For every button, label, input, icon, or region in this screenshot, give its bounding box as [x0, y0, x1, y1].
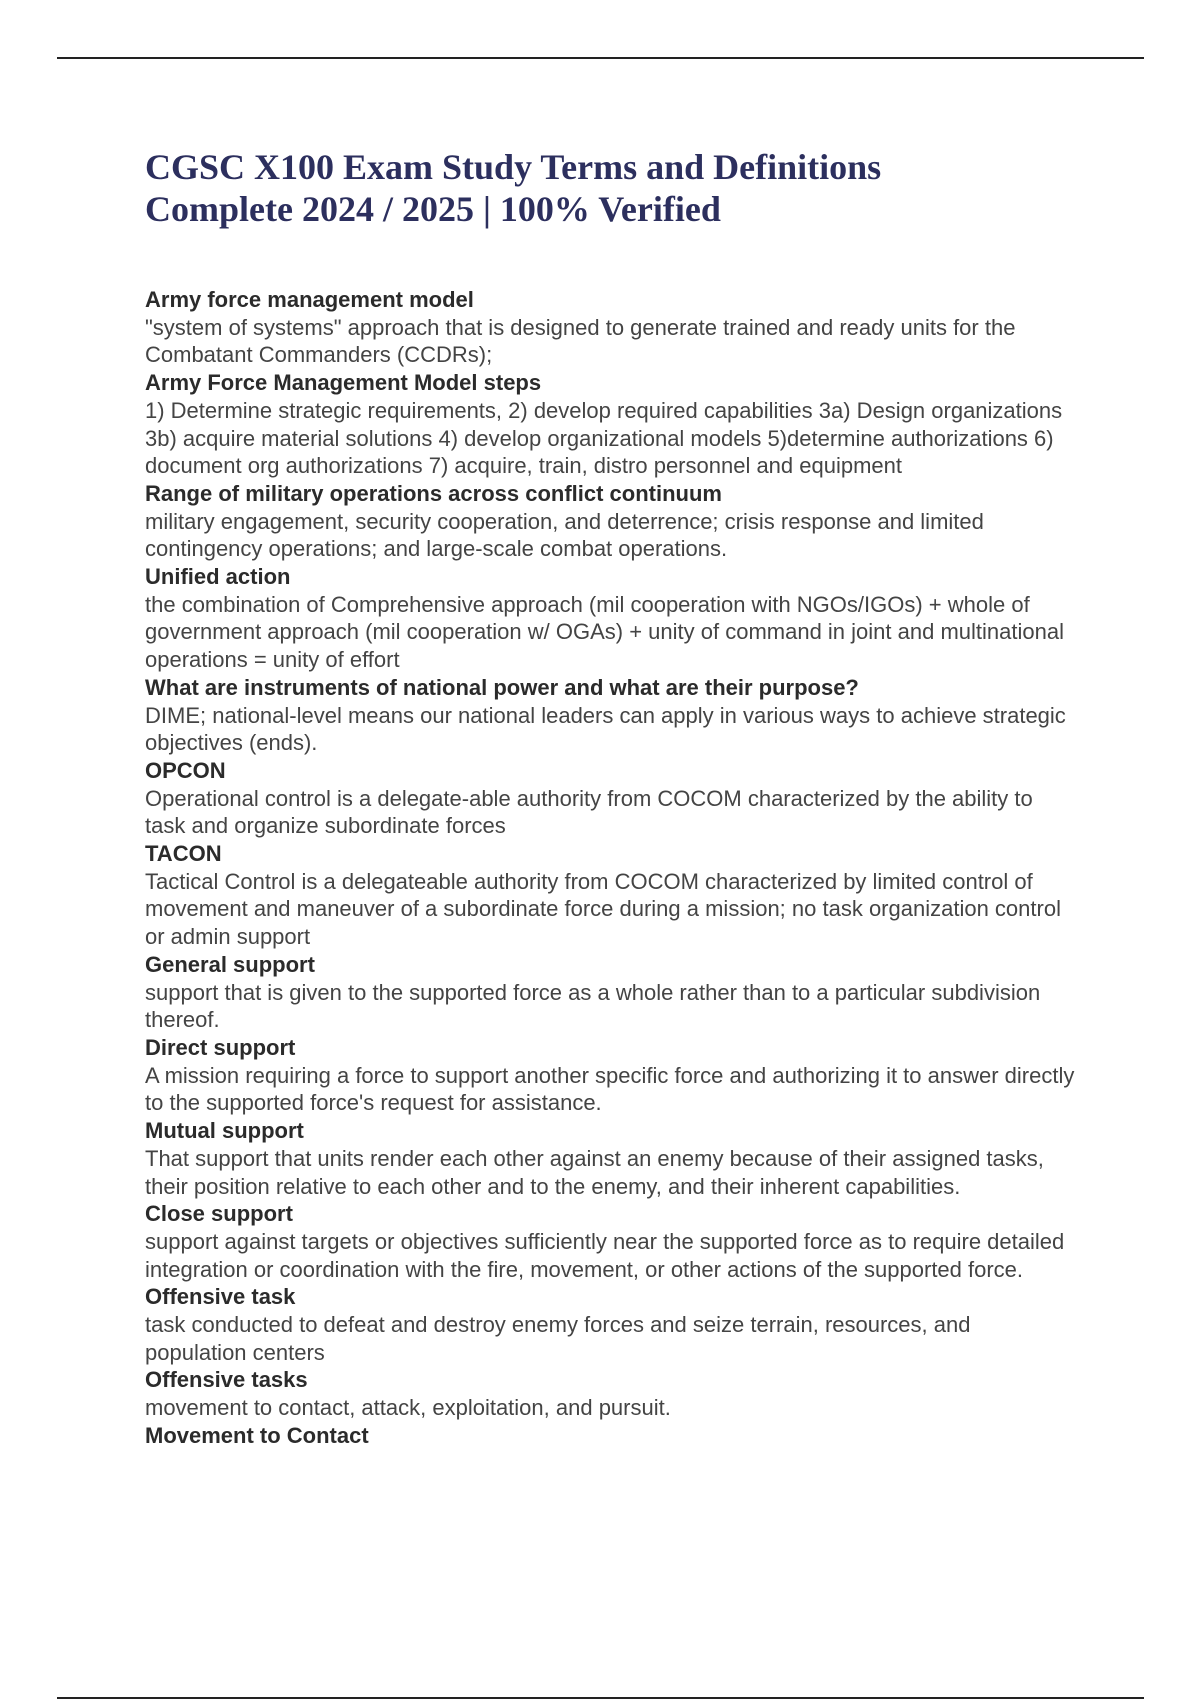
- term-definition: DIME; national-level means our national leaders can apply in various ways to achieve strategic objectives (ends).: [145, 702, 1066, 756]
- term-definition: support against targets or objectives sufficiently near the supported force as to require detailed integration or coordination with the fire, movement, or other actions of the supported force.: [145, 1228, 1065, 1282]
- term-entry-tacon: [145, 840, 1075, 951]
- terms-list: [145, 286, 1075, 1450]
- term-definition: A mission requiring a force to support another specific force and authorizing it to answer directly to the supported force's request for assistance.: [145, 1062, 1075, 1116]
- bottom-rule: [57, 1697, 1144, 1699]
- term-name: Range of military operations across conflict continuum: [145, 480, 722, 506]
- term-definition: That support that units render each other against an enemy because of their assigned tasks, their position relative to each other and to the enemy, and their inherent capabilities.: [145, 1145, 1044, 1199]
- term-definition: movement to contact, attack, exploitation, and pursuit.: [145, 1395, 671, 1421]
- term-entry-army-force-management-model: [145, 286, 1075, 369]
- term-definition: Tactical Control is a delegateable authority from COCOM characterized by limited control of movement and maneuver of a subordinate force during a mission; no task organization control or admin support: [145, 868, 1061, 950]
- term-entry-offensive-tasks: [145, 1366, 1075, 1421]
- term-entry-range-of-military-operations: [145, 480, 1075, 563]
- term-definition: Operational control is a delegate-able authority from COCOM characterized by the ability to task and organize subordinate forces: [145, 785, 1033, 839]
- term-name: Offensive tasks: [145, 1367, 308, 1393]
- term-definition: task conducted to defeat and destroy enemy forces and seize terrain, resources, and population centers: [145, 1312, 971, 1365]
- term-name: Movement to Contact: [145, 1422, 369, 1448]
- term-name: Mutual support: [145, 1118, 304, 1144]
- term-entry-general-support: [145, 951, 1075, 1034]
- term-name: TACON: [145, 841, 222, 867]
- term-name: General support: [145, 951, 315, 977]
- term-definition: 1) Determine strategic requirements, 2) develop required capabilities 3a) Design organizations 3b) acquire material solutions 4) develop organizational models 5)determine authorizations 6) document org authorizations 7) acquire, train, distro personnel and equipment: [145, 397, 1063, 479]
- term-name: Army force management model: [145, 287, 474, 312]
- term-entry-close-support: [145, 1200, 1075, 1283]
- term-name: Army Force Management Model steps: [145, 370, 542, 396]
- term-entry-unified-action: [145, 563, 1075, 674]
- document-title: [145, 146, 1105, 230]
- term-name: What are instruments of national power and what are their purpose?: [145, 674, 859, 700]
- term-definition: "system of systems" approach that is designed to generate trained and ready units for the Combatant Commanders (CCDRs);: [145, 314, 1016, 368]
- term-entry-army-force-management-model-steps: [145, 369, 1075, 480]
- term-entry-movement-to-contact: [145, 1422, 1075, 1450]
- term-name: Close support: [145, 1201, 293, 1227]
- term-name: OPCON: [145, 757, 226, 783]
- term-name: Direct support: [145, 1034, 296, 1060]
- term-definition: military engagement, security cooperation, and deterrence; crisis response and limited contingency operations; and large-scale combat operations.: [145, 508, 984, 562]
- term-entry-instruments-of-national-power: [145, 674, 1075, 757]
- term-entry-direct-support: [145, 1034, 1075, 1117]
- top-rule: [57, 57, 1144, 59]
- term-definition: the combination of Comprehensive approach (mil cooperation with NGOs/IGOs) + whole of government approach (mil cooperation w/ OGAs) + unity of command in joint and multinational operations = unity of effort: [145, 591, 1064, 673]
- title-line-1: CGSC X100 Exam Study Terms and Definitions: [145, 147, 882, 187]
- term-entry-mutual-support: [145, 1117, 1075, 1200]
- term-entry-offensive-task: [145, 1283, 1075, 1366]
- title-line-2: Complete 2024 / 2025 | 100% Verified: [145, 189, 721, 229]
- term-definition: support that is given to the supported force as a whole rather than to a particular subdivision thereof.: [145, 979, 1041, 1033]
- term-name: Offensive task: [145, 1284, 296, 1310]
- term-name: Unified action: [145, 564, 291, 590]
- term-entry-opcon: [145, 757, 1075, 840]
